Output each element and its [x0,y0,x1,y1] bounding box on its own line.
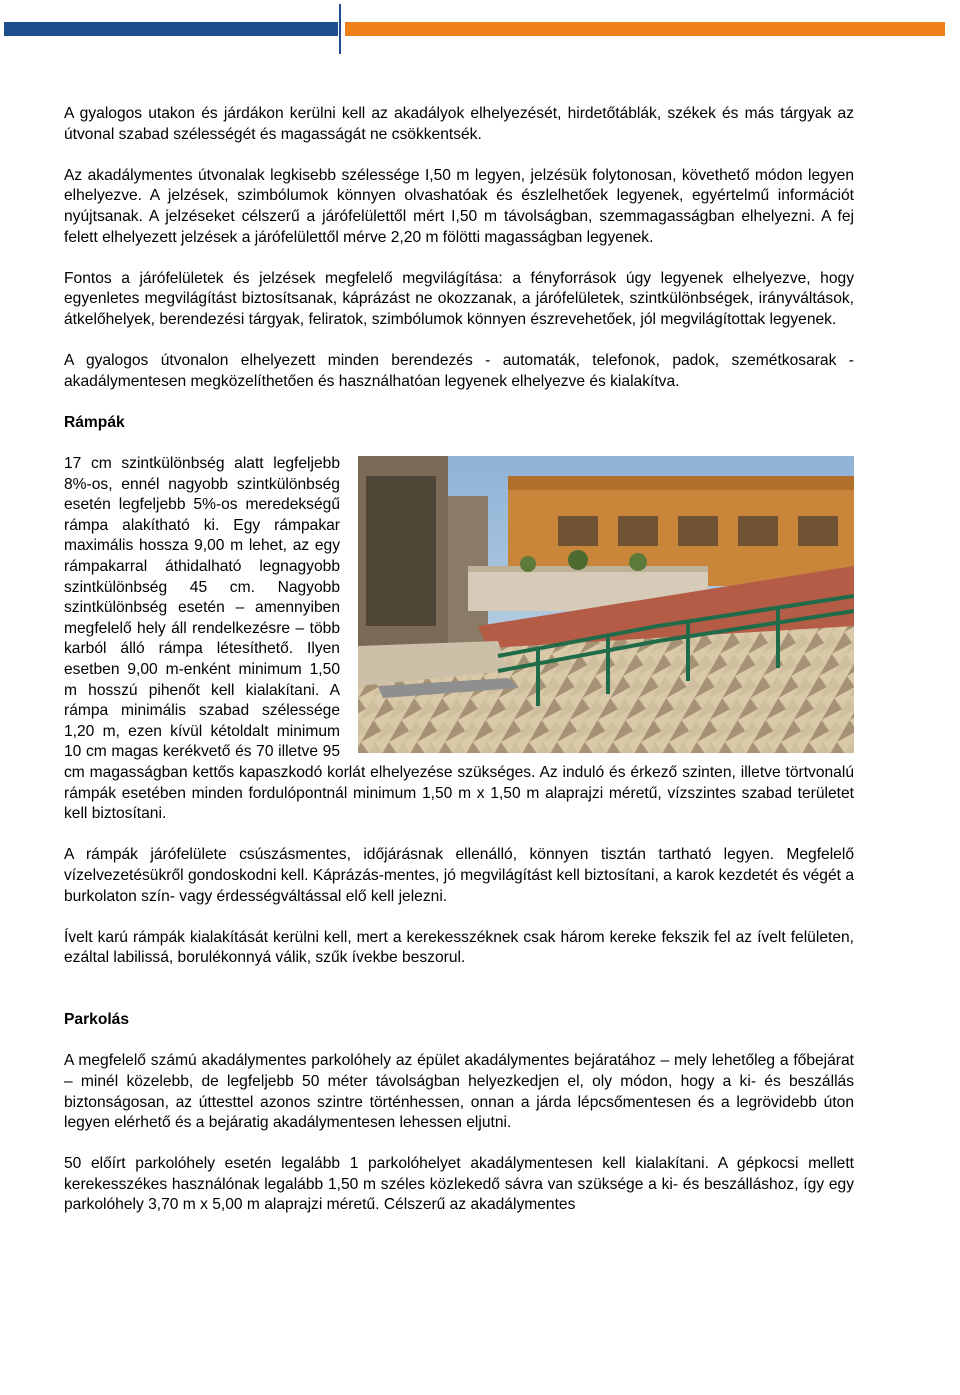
ramp-photo [358,456,854,753]
section-heading-parking: Parkolás [64,1011,130,1029]
paragraph-route-width: Az akadálymentes útvonalak legkisebb szélessége I,50 m legyen, jelzésük folytonosan, követhető módon legyen elhelyezve. A jelzések, szimbólumok könnyen olvashatóak és észlelhetőek legyenek, egyértelmű információt nyújtsanak. A jelzéseket célszerű a járófelülettől mért I,50 m távolságban, szemmagasságban elhelyezni. A fej felett elhelyezett jelzések a járófelülettől mérve 2,20 m fölötti magasságban legyenek. [64,166,854,246]
header-bar-blue [4,22,338,36]
document-body [64,104,854,1237]
paragraph-obstacles: A gyalogos utakon és járdákon kerülni kell az akadályok elhelyezését, hirdetőtáblák, székek és más tárgyak az útvonal szabad szélességét és magasságát ne csökkentsék. [64,105,854,143]
ramp-section [64,454,854,825]
paragraph-parking-count: 50 előírt parkolóhely esetén legalább 1 parkolóhelyet akadálymentesen kell kialakítani. A gépkocsi mellett kerekesszékes használónak legalább 1,50 m széles közlekedő sávra van szüksége a ki- és beszálláshoz, így egy parkolóhely 3,70 m x 5,00 m alaprajzi méretű. Célszerű az akadálymentes [64,1155,854,1214]
header-divider-line [339,4,341,54]
paragraph-equipment: A gyalogos útvonalon elhelyezett minden berendezés - automaták, telefonok, padok, szemétkosarak - akadálymentesen megközelíthetően és használhatóan legyenek elhelyezve és kialakítva. [64,352,854,390]
paragraph-parking-location: A megfelelő számú akadálymentes parkolóhely az épület akadálymentes bejáratához – mely lehetőleg a főbejárat – minél közelebb, de legfeljebb 50 méter távolságban helyezkedjen el, oly módon, hogy a ki- és beszállás biztonságosan, az úttesttel azonos szintre történhessen, onnan a járda lépcsőmentesen és a legrövidebb úton legyen elérhető és a bejáratig akadálymentesen lehessen eljutni. [64,1052,854,1132]
paragraph-lighting: Fontos a járófelületek és jelzések megfelelő megvilágítása: a fényforrások úgy legyenek elhelyezve, hogy egyenletes megvilágítást biztosítsanak, káprázást ne okozzanak, a járófelületek, szintkülönbségek, irányváltások, átkelőhelyek, berendezési tárgyak, feliratok, szimbólumok könnyen észrevehetőek, jól megvilágítottak legyenek. [64,269,854,328]
paragraph-curved-ramps: Ívelt karú rámpák kialakítását kerülni kell, mert a kerekesszéknek csak három kereke fekszik fel az ívelt felületen, ezáltal labilissá, borulékonnyá válik, szűk ívekbe beszorul. [64,928,854,967]
section-heading-ramps: Rámpák [64,413,125,431]
spacer [64,990,854,1011]
paragraph-ramp-dimensions: 17 cm szintkülönbség alatt legfeljebb 8%-os, ennél nagyobb szintkülönbség esetén legfeljebb 5%-os meredekségű rámpa alakítható ki. Egy rámpakar maximális hossza 9,00 m lehet, az egy rámpakarral áthidalható legnagyobb szintkülönbség 45 cm. Nagyobb szintkülönbség esetén – amennyiben megfelelő hely áll rendelkezésre – több karból álló rámpa létesíthető. Ilyen esetben 9,00 m-enként minimum 1,50 m hosszú pihenőt kell kialakítani. A rámpa minimális szabad szélessége 1,20 m, ezen kívül kétoldalt minimum 10 cm magas kerékvető és 70 illetve 95 cm magasságban kettős kapaszkodó korlát elhelyezése szükséges. Az induló és érkező szinten, illetve törtvonalú rámpák esetében minden fordulópontnál minimum 1,50 m x 1,50 m alaprajzi méretű, vízszintes szabad területet kell biztosítani. [64,455,854,823]
paragraph-ramp-surface: A rámpák járófelülete csúszásmentes, időjárásnak ellenálló, könnyen tisztán tartható legyen. Megfelelő vízelvezetésükről gondoskodni kell. Káprázás-mentes, jó megvilágítást kell biztosítani, a karok kezdetét és végét a burkolaton szín- vagy érdességváltással elő kell jelezni. [64,846,854,905]
header-bar-orange [345,22,945,36]
